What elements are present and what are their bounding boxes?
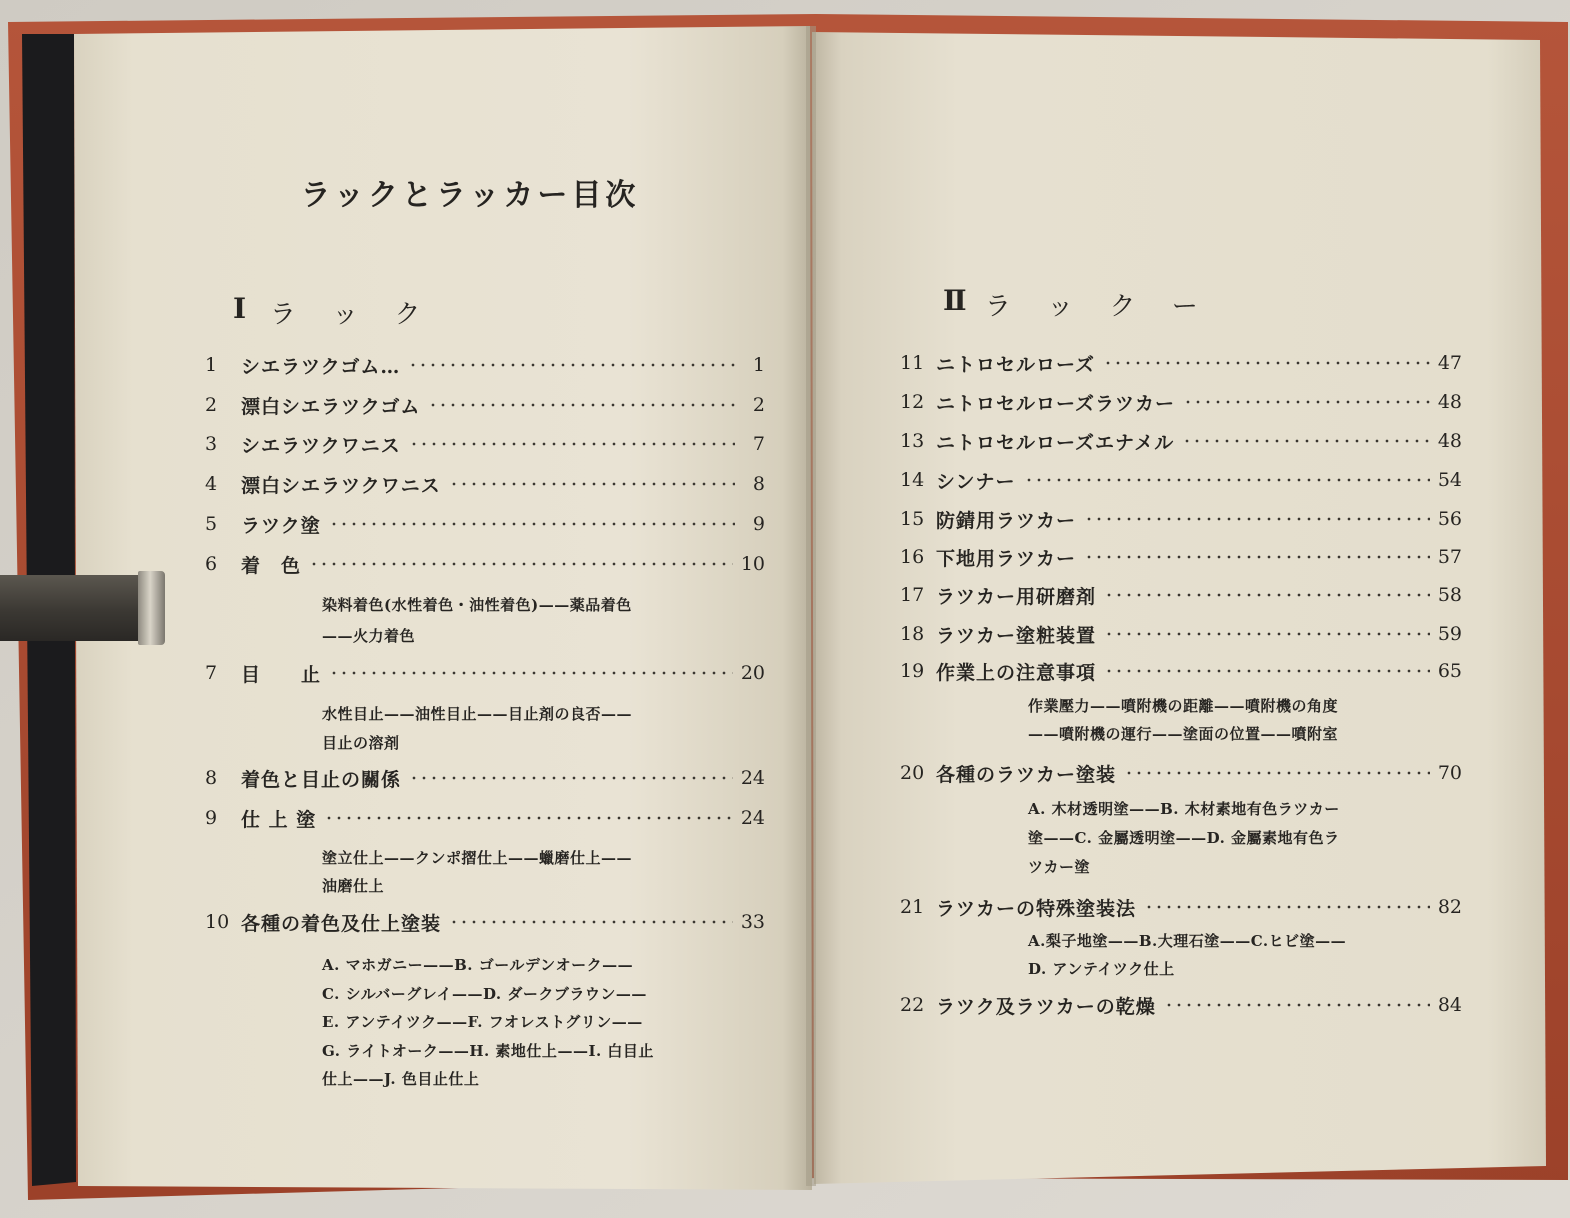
leader-dots — [1084, 514, 1430, 524]
entry-page-number: 82 — [1437, 896, 1462, 918]
entry-number: 21 — [900, 896, 925, 918]
entry-subtopics-line: A. マホガニー——B. ゴールデンオーク—— — [322, 956, 634, 974]
toc-entry — [900, 894, 1462, 920]
toc-entry — [205, 805, 765, 831]
gutter-shadow — [806, 26, 816, 1186]
leader-dots — [329, 519, 735, 529]
entry-number: 13 — [900, 430, 925, 452]
entry-title: 下地用ラツカー — [936, 547, 1077, 570]
leader-dots — [1144, 902, 1430, 912]
leader-dots — [324, 813, 733, 823]
entry-subtopics-line: 塗立仕上——クンポ摺仕上——蠟磨仕上—— — [322, 849, 633, 867]
toc-entry — [205, 765, 765, 791]
section-numeral-1: Ⅰ — [233, 292, 247, 325]
toc-entry — [900, 389, 1462, 415]
leader-dots — [449, 917, 733, 927]
entry-number: 18 — [900, 623, 925, 645]
entry-title: 作業上の注意事項 — [936, 661, 1097, 684]
entry-page-number: 8 — [752, 473, 765, 495]
leader-dots — [1182, 436, 1430, 446]
leader-dots — [1164, 1000, 1430, 1010]
entry-number: 6 — [205, 553, 218, 575]
entry-page-number: 65 — [1437, 660, 1462, 682]
entry-number: 15 — [900, 508, 925, 530]
entry-number: 5 — [205, 513, 218, 535]
leader-dots — [309, 559, 733, 569]
entry-title: 防錆用ラツカー — [936, 509, 1077, 532]
entry-title: 仕 上 塗 — [241, 808, 317, 831]
leader-dots — [1103, 358, 1430, 368]
entry-page-number: 1 — [752, 354, 765, 376]
entry-number: 4 — [205, 473, 218, 495]
entry-subtopics-line: 染料着色(水性着色・油性着色)——薬品着色 — [322, 596, 632, 614]
entry-subtopics-line: 油磨仕上 — [322, 877, 385, 895]
entry-number: 16 — [900, 546, 925, 568]
entry-number: 8 — [205, 767, 218, 789]
leader-dots — [449, 479, 735, 489]
entry-title: シンナー — [936, 470, 1016, 493]
leader-dots — [1183, 397, 1430, 407]
entry-title: 漂白シエラツクゴム — [241, 395, 421, 418]
entry-title: 着色と目止の關係 — [241, 768, 402, 791]
entry-page-number: 2 — [752, 394, 765, 416]
leader-dots — [329, 668, 733, 678]
entry-subtopics-line: 目止の溶剤 — [322, 734, 400, 752]
entry-subtopics-line: ツカー塗 — [1028, 858, 1091, 876]
toc-entry — [205, 431, 765, 457]
entry-page-number: 70 — [1437, 762, 1462, 784]
entry-page-number: 20 — [740, 662, 765, 684]
entry-number: 22 — [900, 994, 925, 1016]
entry-title: 漂白シエラツクワニス — [241, 474, 441, 497]
entry-title: ラツク塗 — [241, 514, 321, 537]
entry-title: ニトロセルローズラツカー — [936, 392, 1176, 415]
entry-page-number: 84 — [1437, 994, 1462, 1016]
entry-number: 1 — [205, 354, 218, 376]
leader-dots — [1084, 552, 1430, 562]
leader-dots — [409, 439, 735, 449]
toc-entry — [900, 992, 1462, 1018]
leader-dots — [1104, 590, 1430, 600]
entry-page-number: 7 — [752, 433, 765, 455]
entry-title: ニトロセルローズ — [936, 353, 1096, 376]
leader-dots — [1024, 475, 1430, 485]
entry-number: 20 — [900, 762, 925, 784]
toc-entry — [900, 760, 1462, 786]
entry-number: 14 — [900, 469, 925, 491]
entry-title: 各種の着色及仕上塗装 — [241, 912, 442, 935]
entry-title: 目 止 — [241, 663, 322, 686]
entry-number: 7 — [205, 662, 218, 684]
entry-number: 3 — [205, 433, 218, 455]
section-heading-1: ラ ッ ク — [270, 300, 435, 330]
entry-title: ニトロセルローズエナメル — [936, 431, 1175, 454]
entry-subtopics-line: ——火力着色 — [322, 627, 416, 645]
entry-subtopics-line: A. 木材透明塗——B. 木材素地有色ラツカー — [1028, 800, 1340, 818]
entry-page-number: 33 — [740, 911, 765, 933]
entry-subtopics-line: C. シルバーグレイ——D. ダークブラウン—— — [322, 985, 647, 1003]
leader-dots — [428, 400, 735, 410]
entry-subtopics-line: ——噴附機の運行——塗面の位置——噴附室 — [1028, 725, 1339, 743]
toc-entry — [205, 660, 765, 686]
entry-number: 9 — [205, 807, 218, 829]
toc-entry — [205, 551, 765, 577]
entry-subtopics-line: 仕上——J. 色目止仕上 — [322, 1070, 480, 1088]
toc-entry — [205, 352, 765, 378]
leader-dots — [1104, 666, 1430, 676]
section-numeral-2: Ⅱ — [943, 284, 967, 317]
leader-dots — [408, 360, 735, 370]
toc-entry — [205, 471, 765, 497]
entry-page-number: 47 — [1437, 352, 1462, 374]
entry-subtopics-line: 塗——C. 金屬透明塗——D. 金屬素地有色ラ — [1028, 829, 1340, 847]
entry-page-number: 59 — [1437, 623, 1462, 645]
toc-entry — [205, 511, 765, 537]
entry-title: ラツカーの特殊塗装法 — [936, 897, 1137, 920]
entry-page-number: 48 — [1437, 391, 1462, 413]
entry-page-number: 24 — [740, 767, 765, 789]
entry-subtopics-line: E. アンテイツク——F. フオレストグリン—— — [322, 1013, 643, 1031]
entry-page-number: 56 — [1437, 508, 1462, 530]
toc-entry — [900, 582, 1462, 608]
toc-entry — [900, 467, 1462, 493]
entry-title: 着 色 — [241, 554, 302, 577]
entry-page-number: 24 — [740, 807, 765, 829]
entry-title: ラツカー塗粧装置 — [936, 624, 1097, 647]
leader-dots — [1104, 629, 1430, 639]
toc-title: ラックとラッカー目次 — [300, 178, 640, 213]
entry-number: 19 — [900, 660, 925, 682]
entry-page-number: 57 — [1437, 546, 1462, 568]
toc-entry — [900, 658, 1462, 684]
entry-number: 17 — [900, 584, 925, 606]
bookmark-clip-end — [138, 571, 165, 645]
toc-entry — [205, 392, 765, 418]
entry-title: 各種のラツカー塗装 — [936, 763, 1117, 786]
entry-subtopics-line: 作業壓力——噴附機の距離——噴附機の角度 — [1028, 697, 1339, 715]
toc-entry — [900, 428, 1462, 454]
toc-entry — [900, 544, 1462, 570]
entry-page-number: 10 — [740, 553, 765, 575]
entry-page-number: 58 — [1437, 584, 1462, 606]
entry-subtopics-line: 水性目止——油性目止——目止剤の良否—— — [322, 705, 633, 723]
entry-number: 10 — [205, 911, 230, 933]
entry-page-number: 9 — [752, 513, 765, 535]
bookmark-clip — [0, 575, 142, 641]
entry-number: 11 — [900, 352, 925, 374]
entry-page-number: 48 — [1437, 430, 1462, 452]
toc-entry — [900, 506, 1462, 532]
entry-number: 2 — [205, 394, 218, 416]
entry-title: シエラツクワニス — [241, 434, 401, 457]
entry-page-number: 54 — [1437, 469, 1462, 491]
entry-subtopics-line: G. ライトオーク——H. 素地仕上——I. 白目止 — [322, 1042, 654, 1060]
leader-dots — [409, 773, 733, 783]
toc-entry — [900, 350, 1462, 376]
entry-subtopics-line: A.梨子地塗——B.大理石塗——C.ヒビ塗—— — [1028, 932, 1347, 950]
entry-title: シエラツクゴム… — [241, 355, 401, 378]
entry-subtopics-line: D. アンテイツク仕上 — [1028, 960, 1175, 978]
toc-entry — [900, 621, 1462, 647]
entry-title: ラツク及ラツカーの乾燥 — [936, 995, 1156, 1018]
toc-entry — [205, 909, 765, 935]
entry-title: ラツカー用研磨剤 — [936, 585, 1097, 608]
section-heading-2: ラ ッ ク ー — [985, 292, 1212, 322]
leader-dots — [1124, 768, 1430, 778]
entry-number: 12 — [900, 391, 925, 413]
